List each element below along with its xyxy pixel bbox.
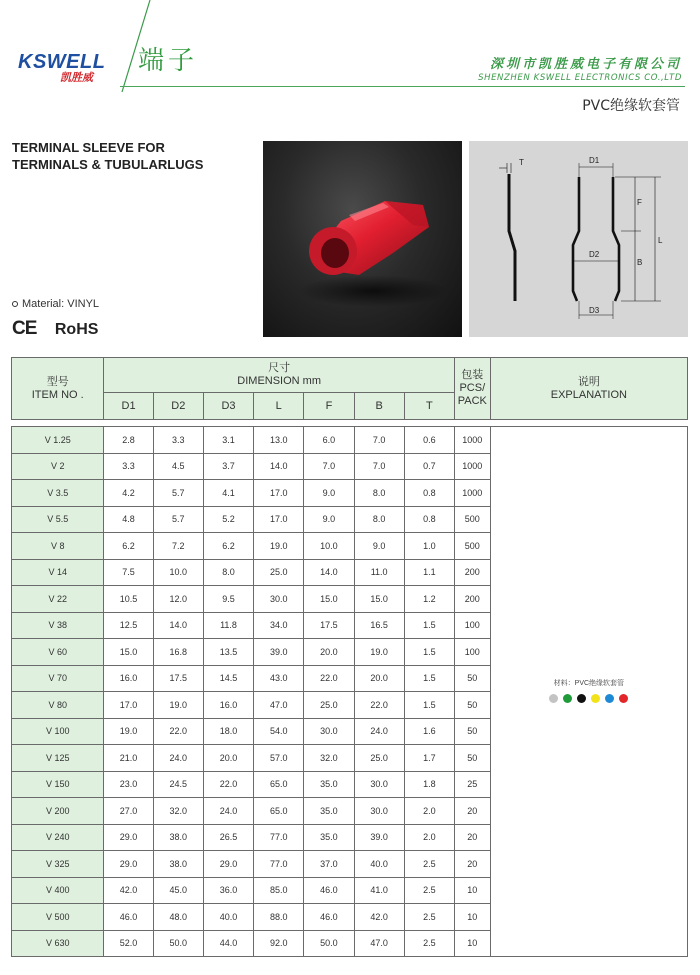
cell-d3: 36.0 (203, 877, 253, 904)
cell-d1: 29.0 (104, 851, 153, 878)
color-swatch (591, 694, 600, 703)
cell-b: 15.0 (354, 586, 404, 613)
cell-pack: 10 (454, 904, 490, 931)
cell-t: 1.2 (404, 586, 454, 613)
table-spacer (12, 420, 688, 427)
cell-b: 9.0 (354, 533, 404, 560)
cell-d1: 3.3 (104, 453, 153, 480)
cell-f: 25.0 (304, 692, 354, 719)
cell-d2: 14.0 (153, 612, 203, 639)
cell-d3: 18.0 (203, 718, 253, 745)
header-explanation-cn: 说明 (577, 375, 600, 388)
cell-l: 13.0 (254, 427, 304, 454)
cell-pack: 25 (454, 771, 490, 798)
cell-d2: 19.0 (153, 692, 203, 719)
cell-t: 0.8 (404, 480, 454, 507)
cell-item-no: V 60 (12, 639, 104, 666)
cell-pack: 100 (454, 612, 490, 639)
cell-d3: 29.0 (203, 851, 253, 878)
color-swatch (563, 694, 572, 703)
cell-f: 46.0 (304, 904, 354, 931)
cell-d2: 5.7 (153, 506, 203, 533)
cell-l: 47.0 (254, 692, 304, 719)
header-col-f: F (304, 393, 354, 420)
header-col-d1: D1 (104, 393, 153, 420)
cell-pack: 200 (454, 559, 490, 586)
cell-l: 65.0 (254, 771, 304, 798)
cell-pack: 20 (454, 851, 490, 878)
cell-d1: 52.0 (104, 930, 153, 957)
cell-d3: 6.2 (203, 533, 253, 560)
cell-d1: 21.0 (104, 745, 153, 772)
cell-item-no: V 14 (12, 559, 104, 586)
cell-d1: 16.0 (104, 665, 153, 692)
cell-t: 1.8 (404, 771, 454, 798)
cell-d2: 45.0 (153, 877, 203, 904)
cell-d2: 10.0 (153, 559, 203, 586)
header-item-no-cn: 型号 (46, 375, 69, 388)
cell-d3: 13.5 (203, 639, 253, 666)
label-b: B (637, 258, 643, 267)
cell-d2: 16.8 (153, 639, 203, 666)
cell-l: 17.0 (254, 480, 304, 507)
cell-t: 1.5 (404, 692, 454, 719)
product-title-line-1: TERMINAL SLEEVE FOR (12, 140, 165, 155)
cell-b: 16.5 (354, 612, 404, 639)
cell-l: 17.0 (254, 506, 304, 533)
ce-mark-logo: CE (12, 318, 37, 339)
color-swatches (549, 694, 628, 703)
cell-d2: 48.0 (153, 904, 203, 931)
cell-t: 0.7 (404, 453, 454, 480)
cell-item-no: V 38 (12, 612, 104, 639)
cell-d1: 12.5 (104, 612, 153, 639)
cell-item-no: V 2 (12, 453, 104, 480)
cell-f: 37.0 (304, 851, 354, 878)
cell-d1: 6.2 (104, 533, 153, 560)
cell-b: 25.0 (354, 745, 404, 772)
cell-l: 57.0 (254, 745, 304, 772)
cell-d2: 32.0 (153, 798, 203, 825)
product-name-chinese: PVC绝缘软套管 (582, 98, 680, 114)
cell-l: 43.0 (254, 665, 304, 692)
cell-f: 50.0 (304, 930, 354, 957)
cell-d2: 7.2 (153, 533, 203, 560)
cell-d2: 50.0 (153, 930, 203, 957)
cell-pack: 1000 (454, 480, 490, 507)
cell-d2: 17.5 (153, 665, 203, 692)
cell-d1: 4.8 (104, 506, 153, 533)
cell-f: 35.0 (304, 798, 354, 825)
cell-d1: 23.0 (104, 771, 153, 798)
cell-d2: 12.0 (153, 586, 203, 613)
cell-pack: 200 (454, 586, 490, 613)
cell-d3: 44.0 (203, 930, 253, 957)
cell-l: 77.0 (254, 851, 304, 878)
explanation-cell (490, 427, 687, 957)
explanation-text: 材料：PVC绝缘软套管 (553, 680, 625, 687)
material-note (12, 297, 99, 311)
cell-pack: 100 (454, 639, 490, 666)
sleeve-dimension-drawing (469, 141, 688, 337)
label-d1: D1 (589, 156, 600, 165)
cell-l: 88.0 (254, 904, 304, 931)
cell-d3: 3.7 (203, 453, 253, 480)
product-photo (263, 141, 462, 337)
cell-d3: 24.0 (203, 798, 253, 825)
cell-b: 41.0 (354, 877, 404, 904)
header-rule (120, 86, 685, 87)
logo-chinese-text: 凯胜威 (60, 71, 93, 84)
color-swatch (549, 694, 558, 703)
cell-f: 10.0 (304, 533, 354, 560)
cell-d1: 4.2 (104, 480, 153, 507)
cell-pack: 500 (454, 533, 490, 560)
header-explanation-en: EXPLANATION (550, 388, 627, 401)
cell-pack: 10 (454, 877, 490, 904)
cell-d2: 3.3 (153, 427, 203, 454)
cell-l: 92.0 (254, 930, 304, 957)
cell-b: 8.0 (354, 506, 404, 533)
cell-d3: 16.0 (203, 692, 253, 719)
cell-d3: 3.1 (203, 427, 253, 454)
cell-f: 30.0 (304, 718, 354, 745)
cell-d2: 38.0 (153, 851, 203, 878)
cell-l: 85.0 (254, 877, 304, 904)
header-pack-cn: 包装 (461, 369, 484, 381)
cell-d2: 24.5 (153, 771, 203, 798)
cell-t: 2.0 (404, 824, 454, 851)
red-sleeve-image (263, 141, 462, 337)
label-t: T (519, 158, 524, 167)
label-f: F (637, 198, 642, 207)
cell-item-no: V 100 (12, 718, 104, 745)
company-name-english: SHENZHEN KSWELL ELECTRONICS CO.,LTD (478, 73, 682, 83)
cell-item-no: V 630 (12, 930, 104, 957)
header-col-d2: D2 (153, 393, 203, 420)
cell-item-no: V 5.5 (12, 506, 104, 533)
cell-f: 20.0 (304, 639, 354, 666)
material-text: Material: VINYL (22, 298, 100, 310)
cell-d3: 40.0 (203, 904, 253, 931)
cell-b: 8.0 (354, 480, 404, 507)
header-pack (454, 358, 490, 420)
cell-f: 22.0 (304, 665, 354, 692)
cell-pack: 50 (454, 665, 490, 692)
cell-l: 54.0 (254, 718, 304, 745)
header-slash-divider (0, 0, 160, 95)
cell-t: 2.5 (404, 851, 454, 878)
cell-pack: 50 (454, 692, 490, 719)
cell-d3: 11.8 (203, 612, 253, 639)
cell-l: 77.0 (254, 824, 304, 851)
cell-f: 6.0 (304, 427, 354, 454)
header-col-b: B (354, 393, 404, 420)
cell-l: 34.0 (254, 612, 304, 639)
cell-pack: 20 (454, 824, 490, 851)
cell-f: 35.0 (304, 771, 354, 798)
cell-d2: 24.0 (153, 745, 203, 772)
cell-d3: 8.0 (203, 559, 253, 586)
cell-b: 19.0 (354, 639, 404, 666)
cell-t: 1.1 (404, 559, 454, 586)
cell-f: 46.0 (304, 877, 354, 904)
cell-pack: 500 (454, 506, 490, 533)
cell-t: 0.6 (404, 427, 454, 454)
cell-l: 25.0 (254, 559, 304, 586)
product-title-line-2: TERMINALS & TUBULARLUGS (12, 157, 204, 172)
header-dimension (104, 358, 454, 393)
cell-item-no: V 500 (12, 904, 104, 931)
cell-b: 30.0 (354, 771, 404, 798)
product-title (12, 139, 203, 173)
cell-l: 30.0 (254, 586, 304, 613)
cell-pack: 50 (454, 745, 490, 772)
cell-item-no: V 200 (12, 798, 104, 825)
cell-item-no: V 400 (12, 877, 104, 904)
rohs-logo: RoHS (54, 321, 99, 338)
cell-b: 7.0 (354, 427, 404, 454)
color-swatch (577, 694, 586, 703)
cell-pack: 1000 (454, 427, 490, 454)
cell-d2: 4.5 (153, 453, 203, 480)
header-col-t: T (404, 393, 454, 420)
specification-table (11, 357, 688, 957)
cell-d1: 29.0 (104, 824, 153, 851)
cell-d2: 22.0 (153, 718, 203, 745)
cell-l: 19.0 (254, 533, 304, 560)
header-col-l: L (254, 393, 304, 420)
cell-d3: 9.5 (203, 586, 253, 613)
cell-t: 2.5 (404, 877, 454, 904)
cell-item-no: V 22 (12, 586, 104, 613)
cell-item-no: V 8 (12, 533, 104, 560)
cell-l: 65.0 (254, 798, 304, 825)
cell-t: 2.5 (404, 930, 454, 957)
cell-d3: 26.5 (203, 824, 253, 851)
cell-f: 9.0 (304, 480, 354, 507)
company-name-chinese: 深圳市凯胜威电子有限公司 (489, 57, 682, 72)
color-swatch (605, 694, 614, 703)
cell-f: 9.0 (304, 506, 354, 533)
header-item-no-en: ITEM NO . (31, 388, 84, 401)
cell-b: 20.0 (354, 665, 404, 692)
cell-t: 1.5 (404, 612, 454, 639)
cell-item-no: V 80 (12, 692, 104, 719)
cell-d3: 4.1 (203, 480, 253, 507)
cell-b: 7.0 (354, 453, 404, 480)
cell-d1: 19.0 (104, 718, 153, 745)
table-header-row (12, 358, 688, 393)
cell-item-no: V 240 (12, 824, 104, 851)
cell-l: 14.0 (254, 453, 304, 480)
cell-d1: 17.0 (104, 692, 153, 719)
cell-d3: 22.0 (203, 771, 253, 798)
header-pack-en-1: PCS/ (459, 382, 486, 394)
cell-t: 1.5 (404, 639, 454, 666)
header-dimension-en: DIMENSION mm (237, 375, 322, 387)
cell-b: 24.0 (354, 718, 404, 745)
cell-d2: 38.0 (153, 824, 203, 851)
label-d2: D2 (589, 250, 600, 259)
table-body (12, 427, 688, 957)
cell-pack: 50 (454, 718, 490, 745)
cell-b: 39.0 (354, 824, 404, 851)
cell-f: 15.0 (304, 586, 354, 613)
cell-d3: 5.2 (203, 506, 253, 533)
cell-l: 39.0 (254, 639, 304, 666)
cell-t: 2.0 (404, 798, 454, 825)
cell-d3: 14.5 (203, 665, 253, 692)
cell-b: 40.0 (354, 851, 404, 878)
cell-b: 47.0 (354, 930, 404, 957)
cell-t: 1.0 (404, 533, 454, 560)
header-col-d3: D3 (203, 393, 253, 420)
header-dimension-cn: 尺寸 (268, 362, 291, 374)
header-explanation (490, 358, 687, 420)
cell-f: 7.0 (304, 453, 354, 480)
cell-d1: 7.5 (104, 559, 153, 586)
cell-d3: 20.0 (203, 745, 253, 772)
cell-b: 22.0 (354, 692, 404, 719)
logo-text: KSWELL (18, 51, 106, 73)
cell-t: 1.7 (404, 745, 454, 772)
cell-d1: 15.0 (104, 639, 153, 666)
brand-title: 端子 (138, 46, 199, 76)
header-item-no (12, 358, 104, 420)
cell-d1: 2.8 (104, 427, 153, 454)
cell-f: 32.0 (304, 745, 354, 772)
cell-t: 1.6 (404, 718, 454, 745)
cell-b: 30.0 (354, 798, 404, 825)
cell-item-no: V 125 (12, 745, 104, 772)
cell-t: 2.5 (404, 904, 454, 931)
cell-b: 42.0 (354, 904, 404, 931)
cell-f: 17.5 (304, 612, 354, 639)
cell-item-no: V 325 (12, 851, 104, 878)
cell-item-no: V 70 (12, 665, 104, 692)
cell-f: 35.0 (304, 824, 354, 851)
label-l: L (658, 236, 663, 245)
cell-t: 1.5 (404, 665, 454, 692)
cell-d1: 42.0 (104, 877, 153, 904)
cell-item-no: V 1.25 (12, 427, 104, 454)
cell-pack: 10 (454, 930, 490, 957)
certification-marks (12, 318, 98, 340)
cell-item-no: V 3.5 (12, 480, 104, 507)
table-row (12, 427, 688, 454)
cell-b: 11.0 (354, 559, 404, 586)
cell-f: 14.0 (304, 559, 354, 586)
cell-d1: 10.5 (104, 586, 153, 613)
header-pack-en-2: PACK (457, 395, 487, 407)
bullet-icon (12, 301, 18, 307)
color-swatch (619, 694, 628, 703)
cell-d1: 27.0 (104, 798, 153, 825)
cell-d2: 5.7 (153, 480, 203, 507)
cell-item-no: V 150 (12, 771, 104, 798)
label-d3: D3 (589, 306, 600, 315)
cell-pack: 1000 (454, 453, 490, 480)
cell-d1: 46.0 (104, 904, 153, 931)
cell-pack: 20 (454, 798, 490, 825)
dimension-diagram (469, 141, 688, 337)
cell-t: 0.8 (404, 506, 454, 533)
